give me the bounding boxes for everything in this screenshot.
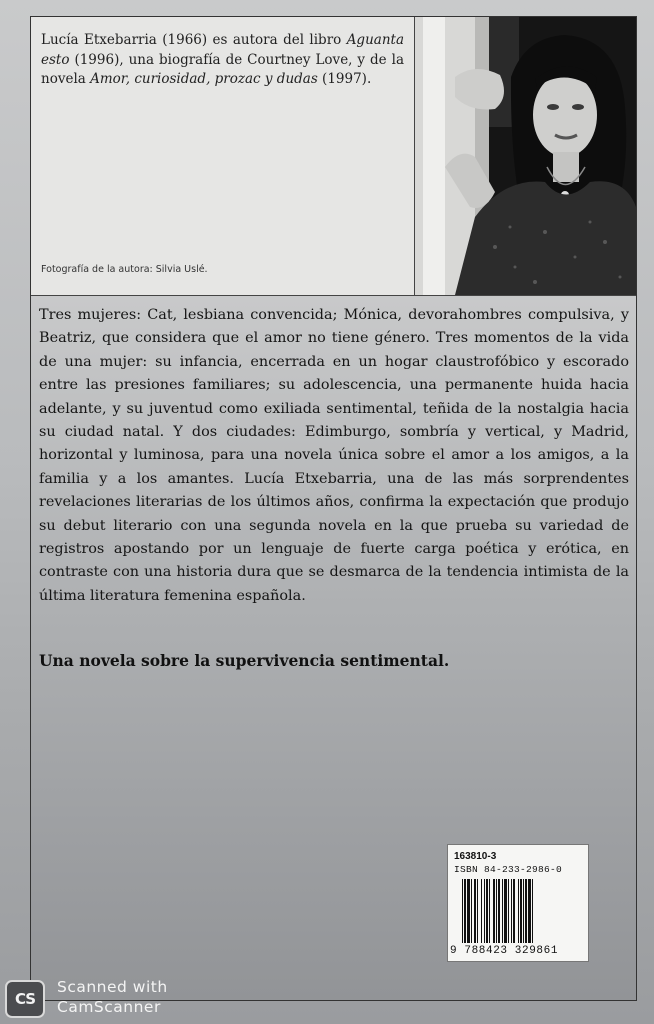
watermark-line-1: Scanned with bbox=[57, 978, 168, 996]
watermark-line-2: CamScanner bbox=[57, 998, 161, 1016]
barcode-stripe bbox=[502, 879, 503, 943]
author-bio-box bbox=[31, 17, 415, 295]
isbn-label: ISBN 84-233-2986-0 bbox=[454, 864, 563, 875]
barcode-stripe bbox=[477, 879, 478, 943]
author-panel bbox=[31, 17, 636, 296]
barcode-stripe bbox=[462, 879, 463, 943]
book-title-aguanta-esto: Aguanta esto bbox=[41, 32, 404, 68]
barcode-stripe bbox=[511, 879, 512, 943]
barcode-stripe bbox=[498, 879, 500, 943]
author-bio: Lucía Etxebarria (1966) es autora del libro Aguanta esto (1996), una biografía de Courtney Love, y de la novela Amor, curiosidad, prozac y dudas (1997). bbox=[41, 32, 404, 87]
barcode-box bbox=[447, 844, 589, 962]
barcode-stripe bbox=[518, 879, 519, 943]
barcode-stripe bbox=[484, 879, 485, 943]
barcode-stripe bbox=[493, 879, 495, 943]
barcode-stripe bbox=[520, 879, 522, 943]
barcode-stripe bbox=[467, 879, 470, 943]
camscanner-logo-icon: CS bbox=[5, 980, 45, 1018]
barcode-stripe bbox=[474, 879, 476, 943]
author-photo bbox=[415, 17, 636, 295]
barcode-stripe bbox=[496, 879, 497, 943]
tagline: Una novela sobre la supervivencia sentimental. bbox=[39, 651, 450, 670]
barcode-stripe bbox=[508, 879, 509, 943]
barcode-stripe bbox=[464, 879, 466, 943]
barcode-stripe bbox=[481, 879, 482, 943]
barcode-stripe bbox=[504, 879, 507, 943]
photo-credit: Fotografía de la autora: Silvia Uslé. bbox=[41, 264, 208, 275]
barcode-bars bbox=[462, 879, 576, 943]
book-title-amor-curiosidad: Amor, curiosidad, prozac y dudas bbox=[90, 71, 318, 87]
barcode-stripe bbox=[523, 879, 524, 943]
barcode-stripe bbox=[513, 879, 515, 943]
barcode-stripe bbox=[532, 879, 533, 943]
synopsis-text: Tres mujeres: Cat, lesbiana convencida; Mónica, devorahombres compulsiva, y Beatriz, que considera que el amor no tiene género. Tres momentos de la vida de una mujer: su infancia, encerrada en un hogar claustrofóbico y escorado entre las presiones familiares; su adolescencia, una permanente huida hacia adelante, y su juventud como exiliada sentimental, teñida de la nostalgia hacia su ciudad natal. Y dos ciudades: Edimburgo, sombría y vertical, y Madrid, horizontal y luminosa, para una novela única sobre el amor a los amigos, a la familia y a los amantes. Lucía Etxebarria, una de las más sorprendentes revelaciones literarias de los últimos años, confirma la expectación que produjo su debut literario con una segunda novela en la que prueba su variedad de registros apostando por un lenguaje de fuerte carga poética y erótica, en contraste con una historia dura que se desmarca de la tendencia intimista de la última literatura femenina española. bbox=[39, 307, 629, 604]
ean-number: 9 788423 329861 bbox=[450, 945, 559, 957]
barcode-stripe bbox=[486, 879, 488, 943]
back-cover bbox=[30, 16, 637, 1001]
barcode-stripe bbox=[471, 879, 472, 943]
barcode-stripe bbox=[525, 879, 527, 943]
barcode-stripe bbox=[489, 879, 490, 943]
barcode-stripe bbox=[528, 879, 531, 943]
camscanner-watermark bbox=[5, 976, 175, 1020]
product-code: 163810-3 bbox=[454, 851, 497, 862]
